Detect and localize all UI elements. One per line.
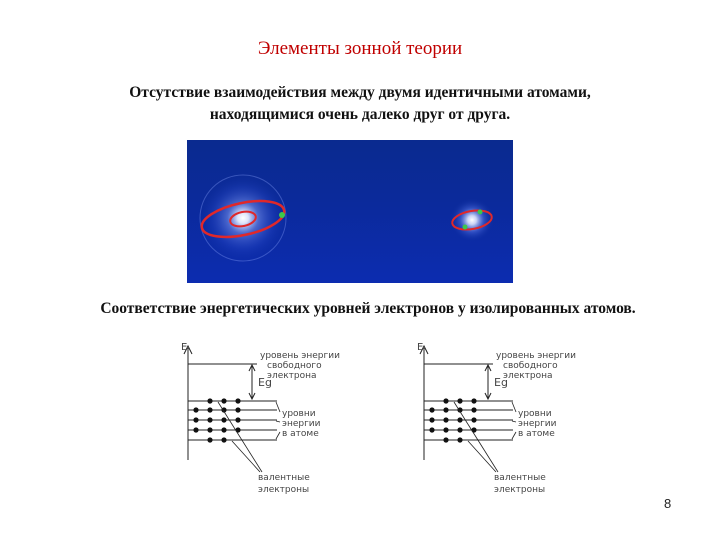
energy-diagram-svg (172, 340, 372, 500)
levels-label-1: уровни (518, 409, 552, 419)
page-number: 8 (664, 496, 672, 511)
free-level-label-1: уровень энергии (496, 351, 576, 361)
atoms-illustration (187, 140, 513, 283)
gap-label: Eg (258, 376, 272, 389)
energy-diagram-left (172, 340, 372, 500)
valence-label-2: электроны (494, 485, 546, 495)
subtitle-line-2: находящимися очень далеко друг от друга. (209, 106, 511, 123)
slide-subtitle (60, 82, 660, 126)
levels-label-3: в атоме (282, 429, 319, 439)
free-level-label-3: электрона (267, 371, 317, 381)
free-level-label-2: свободного (503, 361, 558, 371)
valence-label-2: электроны (258, 485, 310, 495)
levels-caption: Соответствие энергетических уровней электронов у изолированных атомов. (100, 300, 636, 317)
levels-label-2: энергии (518, 419, 557, 429)
atom-left (198, 173, 288, 263)
electron (478, 210, 483, 215)
energy-axis-label: E (417, 342, 424, 353)
energy-axis-label: E (181, 342, 188, 353)
free-level-label-1: уровень энергии (260, 351, 340, 361)
atoms-svg (187, 140, 513, 283)
free-level-label-2: свободного (267, 361, 322, 371)
gap-label: Eg (494, 376, 508, 389)
slide-title: Элементы зонной теории (257, 38, 463, 59)
valence-label-1: валентные (494, 473, 546, 483)
free-level-label-3: электрона (503, 371, 553, 381)
levels-label-2: энергии (282, 419, 321, 429)
electron (279, 212, 285, 218)
atom-right (450, 198, 494, 242)
levels-label-1: уровни (282, 409, 316, 419)
levels-label-3: в атоме (518, 429, 555, 439)
energy-diagram-svg (408, 340, 608, 500)
atomic-levels (188, 401, 277, 440)
atomic-levels (424, 401, 513, 440)
energy-diagram-right (408, 340, 608, 500)
valence-label-1: валентные (258, 473, 310, 483)
subtitle-line-1: Отсутствие взаимодействия между двумя идентичными атомами, (129, 84, 591, 101)
electron (463, 225, 468, 230)
